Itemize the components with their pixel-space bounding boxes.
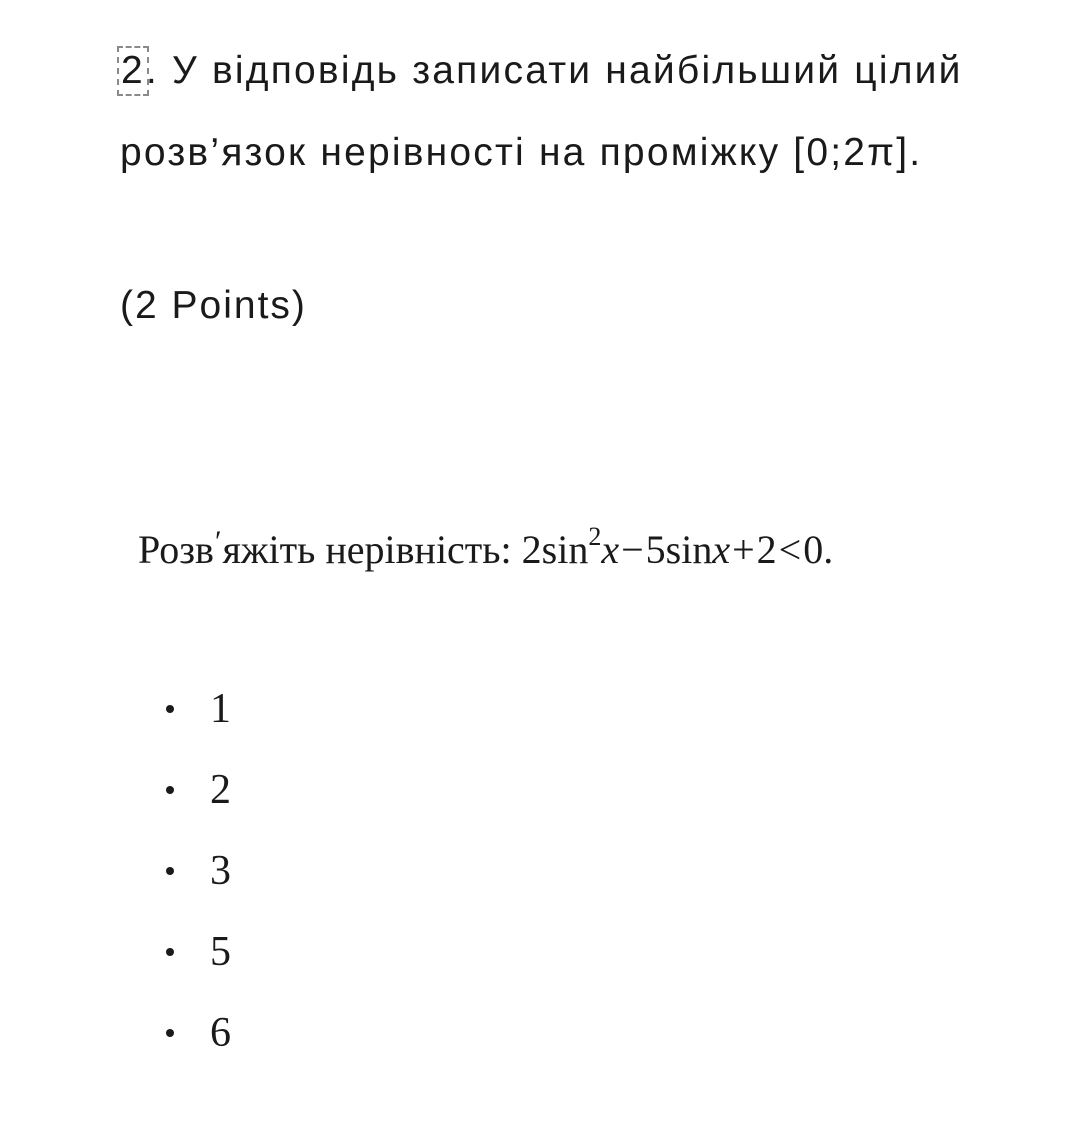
- problem-prefix-end: яжіть нерівність:: [222, 527, 522, 572]
- expr-var-2: x: [712, 527, 731, 572]
- bullet-icon: [166, 1029, 174, 1037]
- answer-option-label: 5: [210, 929, 231, 975]
- problem-statement: [138, 520, 1038, 584]
- question-number: 2: [121, 49, 145, 92]
- bullet-icon: [166, 705, 174, 713]
- answer-option-label: 1: [210, 686, 231, 732]
- expr-term-2: 5sin: [645, 527, 713, 572]
- inequality-expression: [521, 521, 834, 572]
- prime-mark: ′: [214, 525, 222, 558]
- question-text: [120, 30, 1000, 194]
- answer-option[interactable]: [160, 680, 231, 761]
- question-points: (2 Points): [120, 284, 307, 327]
- answer-option[interactable]: [160, 761, 231, 842]
- answer-option[interactable]: [160, 923, 231, 1004]
- expr-var-1: x: [601, 527, 620, 572]
- answer-options: [160, 680, 231, 1085]
- expr-minus: −: [621, 527, 644, 572]
- problem-prefix-start: Розв: [138, 527, 214, 572]
- expr-term-4: 0.: [803, 527, 834, 572]
- expr-term-3: 2: [756, 527, 777, 572]
- bullet-icon: [166, 867, 174, 875]
- bullet-icon: [166, 786, 174, 794]
- bullet-icon: [166, 948, 174, 956]
- answer-option[interactable]: [160, 842, 231, 923]
- expr-plus: +: [732, 527, 755, 572]
- question-body: . У відповідь записати найбільший цілий розв’язок нерівності на проміжку [0;2π].: [120, 49, 963, 174]
- expr-term-1: 2sin: [521, 527, 589, 572]
- answer-option-label: 2: [210, 767, 231, 813]
- answer-option[interactable]: [160, 1004, 231, 1085]
- expr-less-than: <: [778, 527, 802, 572]
- answer-option-label: 3: [210, 848, 231, 894]
- expr-exponent: 2: [588, 521, 602, 551]
- answer-option-label: 6: [210, 1010, 231, 1056]
